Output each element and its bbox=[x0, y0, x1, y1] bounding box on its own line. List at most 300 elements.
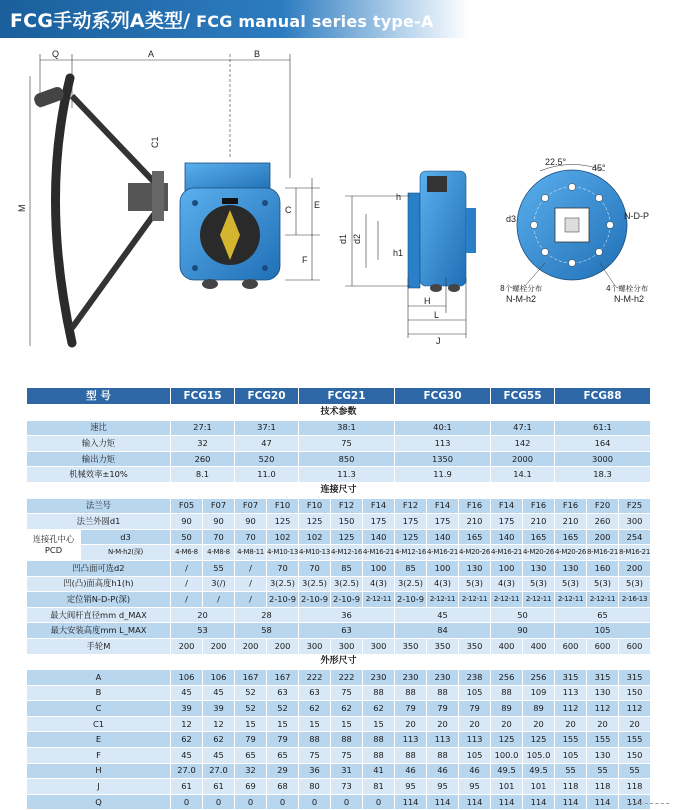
table-cell: F05 bbox=[171, 498, 203, 514]
table-cell: F10 bbox=[267, 498, 299, 514]
table-row bbox=[27, 545, 651, 561]
table-row bbox=[27, 405, 651, 421]
table-cell: 1350 bbox=[395, 451, 491, 467]
table-cell: 100.0 bbox=[491, 748, 523, 764]
label-d1: d1 bbox=[338, 233, 348, 244]
table-cell: 113 bbox=[427, 732, 459, 748]
table-cell: 165 bbox=[555, 529, 587, 545]
table-row bbox=[27, 576, 651, 592]
table-cell: 114 bbox=[427, 794, 459, 810]
table-cell: 73 bbox=[331, 779, 363, 795]
table-cell: 175 bbox=[395, 514, 427, 530]
table-cell: 68 bbox=[267, 779, 299, 795]
table-row bbox=[27, 467, 651, 483]
table-cell: 125 bbox=[523, 732, 555, 748]
technical-drawing bbox=[0, 38, 687, 383]
table-cell: 45 bbox=[171, 685, 203, 701]
table-cell: 118 bbox=[587, 779, 619, 795]
table-cell: 3(2.5) bbox=[395, 576, 427, 592]
table-cell: 113 bbox=[459, 732, 491, 748]
table-cell: 238 bbox=[459, 670, 491, 686]
row-label: 输出力矩 bbox=[27, 451, 171, 467]
table-cell: 20 bbox=[459, 716, 491, 732]
table-cell: 36 bbox=[299, 763, 331, 779]
table-cell: 105 bbox=[459, 748, 491, 764]
table-cell: 45 bbox=[203, 748, 235, 764]
table-row bbox=[27, 654, 651, 670]
table-cell: F10 bbox=[299, 498, 331, 514]
table-cell: 520 bbox=[235, 451, 299, 467]
table-cell: 155 bbox=[555, 732, 587, 748]
label-F: F bbox=[302, 255, 308, 265]
table-cell: 210 bbox=[459, 514, 491, 530]
table-cell: 18.3 bbox=[555, 467, 651, 483]
table-cell: 4-M10-13 bbox=[299, 545, 331, 561]
table-cell: 79 bbox=[235, 732, 267, 748]
table-cell: 118 bbox=[619, 779, 651, 795]
table-cell: 4-M10-13 bbox=[267, 545, 299, 561]
table-cell: 400 bbox=[523, 638, 555, 654]
table-cell: 210 bbox=[523, 514, 555, 530]
table-cell: 140 bbox=[427, 529, 459, 545]
header-model: FCG30 bbox=[395, 388, 491, 405]
table-cell: 53 bbox=[171, 623, 235, 639]
table-cell: 4(3) bbox=[427, 576, 459, 592]
table-cell: 850 bbox=[299, 451, 395, 467]
row-label: 输入力矩 bbox=[27, 436, 171, 452]
table-cell: 125 bbox=[267, 514, 299, 530]
table-cell: 256 bbox=[491, 670, 523, 686]
table-cell: 175 bbox=[427, 514, 459, 530]
table-cell: 70 bbox=[203, 529, 235, 545]
table-cell: 3000 bbox=[555, 451, 651, 467]
table-cell: 85 bbox=[331, 560, 363, 576]
table-cell: 105 bbox=[555, 623, 651, 639]
table-cell: 89 bbox=[491, 701, 523, 717]
table-cell: 4-M12-16 bbox=[395, 545, 427, 561]
table-cell: 100 bbox=[491, 560, 523, 576]
table-cell: 79 bbox=[459, 701, 491, 717]
table-cell: 155 bbox=[587, 732, 619, 748]
title-banner bbox=[0, 0, 470, 38]
pcd-label: 连接孔中心PCD bbox=[27, 529, 81, 560]
table-cell: 2-12-11 bbox=[491, 592, 523, 608]
table-cell: 62 bbox=[299, 701, 331, 717]
table-cell: 55 bbox=[203, 560, 235, 576]
table-row bbox=[27, 529, 651, 545]
table-cell: 3(2.5) bbox=[299, 576, 331, 592]
label-H: H bbox=[424, 296, 431, 306]
table-cell: 315 bbox=[619, 670, 651, 686]
table-cell: 222 bbox=[299, 670, 331, 686]
table-cell: 12 bbox=[171, 716, 203, 732]
label-J: J bbox=[436, 336, 441, 346]
table-cell: 2000 bbox=[491, 451, 555, 467]
table-cell: 102 bbox=[267, 529, 299, 545]
label-d2: d2 bbox=[352, 233, 362, 244]
table-cell: 70 bbox=[235, 529, 267, 545]
table-cell: 175 bbox=[491, 514, 523, 530]
side-view bbox=[338, 171, 476, 346]
table-row bbox=[27, 623, 651, 639]
row-label: N-M-h2(深) bbox=[81, 545, 171, 561]
table-cell: 230 bbox=[427, 670, 459, 686]
table-row bbox=[27, 763, 651, 779]
table-cell: 130 bbox=[587, 685, 619, 701]
spec-table bbox=[26, 387, 651, 810]
row-label: d3 bbox=[81, 529, 171, 545]
table-cell: 350 bbox=[395, 638, 427, 654]
table-cell: 15 bbox=[235, 716, 267, 732]
table-cell: 38:1 bbox=[299, 420, 395, 436]
label-Q: Q bbox=[52, 49, 60, 59]
table-cell: 5(3) bbox=[587, 576, 619, 592]
table-row bbox=[27, 420, 651, 436]
table-cell: 350 bbox=[427, 638, 459, 654]
table-cell: 130 bbox=[459, 560, 491, 576]
table-cell: 95 bbox=[395, 779, 427, 795]
table-cell: 2-10-9 bbox=[299, 592, 331, 608]
table-row bbox=[27, 436, 651, 452]
table-cell: 4-M16-21 bbox=[363, 545, 395, 561]
row-label: H bbox=[27, 763, 171, 779]
table-cell: 49.5 bbox=[523, 763, 555, 779]
table-cell: 114 bbox=[459, 794, 491, 810]
table-cell: 45 bbox=[395, 607, 491, 623]
table-cell: 79 bbox=[427, 701, 459, 717]
row-label: E bbox=[27, 732, 171, 748]
table-cell: 164 bbox=[555, 436, 651, 452]
table-cell: 260 bbox=[587, 514, 619, 530]
table-cell: 165 bbox=[523, 529, 555, 545]
table-cell: 125 bbox=[299, 514, 331, 530]
table-cell: 88 bbox=[299, 732, 331, 748]
row-label: 最大阀杆直径mm d_MAX bbox=[27, 607, 171, 623]
table-cell: 75 bbox=[331, 748, 363, 764]
table-cell: 101 bbox=[523, 779, 555, 795]
table-cell: / bbox=[171, 576, 203, 592]
table-cell: 600 bbox=[555, 638, 587, 654]
header-model: FCG20 bbox=[235, 388, 299, 405]
table-cell: 46 bbox=[459, 763, 491, 779]
table-cell: 81 bbox=[363, 779, 395, 795]
row-label: F bbox=[27, 748, 171, 764]
label-nmh2-right: N-M-h2 bbox=[614, 294, 645, 304]
table-cell: 5(3) bbox=[523, 576, 555, 592]
table-cell: / bbox=[171, 592, 203, 608]
table-cell: 350 bbox=[459, 638, 491, 654]
table-cell: 106 bbox=[203, 670, 235, 686]
table-cell: F25 bbox=[619, 498, 651, 514]
table-cell: 11.9 bbox=[395, 467, 491, 483]
table-cell: 2-12-11 bbox=[523, 592, 555, 608]
row-label: 凹(凸)面高度h1(h) bbox=[27, 576, 171, 592]
table-cell: 0 bbox=[235, 794, 267, 810]
table-cell: 112 bbox=[555, 701, 587, 717]
table-cell: 222 bbox=[331, 670, 363, 686]
label-h1: h1 bbox=[393, 248, 404, 258]
table-cell: 200 bbox=[235, 638, 267, 654]
row-label: 法兰外圆d1 bbox=[27, 514, 171, 530]
table-cell: 65 bbox=[267, 748, 299, 764]
table-cell: 63 bbox=[267, 685, 299, 701]
table-cell: 49.5 bbox=[491, 763, 523, 779]
table-cell: 20 bbox=[587, 716, 619, 732]
table-cell: 3(2.5) bbox=[331, 576, 363, 592]
table-cell: 63 bbox=[299, 623, 395, 639]
table-cell: 62 bbox=[203, 732, 235, 748]
table-cell: 27.0 bbox=[203, 763, 235, 779]
table-cell: 4-M12-16 bbox=[331, 545, 363, 561]
table-cell: 4-M16-21 bbox=[491, 545, 523, 561]
table-cell: 300 bbox=[619, 514, 651, 530]
table-cell: 4-M6-8 bbox=[171, 545, 203, 561]
table-cell: 4-M20-26 bbox=[523, 545, 555, 561]
table-cell: 160 bbox=[587, 560, 619, 576]
table-cell: 15 bbox=[363, 716, 395, 732]
table-cell: 55 bbox=[587, 763, 619, 779]
table-cell: 200 bbox=[171, 638, 203, 654]
table-cell: 11.3 bbox=[299, 467, 395, 483]
table-cell: 105 bbox=[459, 685, 491, 701]
table-cell: 400 bbox=[491, 638, 523, 654]
table-cell: 315 bbox=[555, 670, 587, 686]
table-cell: 109 bbox=[523, 685, 555, 701]
label-B: B bbox=[254, 49, 261, 59]
header-model: FCG88 bbox=[555, 388, 651, 405]
row-label: 法兰号 bbox=[27, 498, 171, 514]
row-label: B bbox=[27, 685, 171, 701]
table-cell: 210 bbox=[555, 514, 587, 530]
row-label: Q bbox=[27, 794, 171, 810]
table-cell: 2-12-11 bbox=[555, 592, 587, 608]
table-cell: 0 bbox=[299, 794, 331, 810]
table-cell: 61:1 bbox=[555, 420, 651, 436]
table-cell: 4-M20-26 bbox=[459, 545, 491, 561]
table-cell: 125 bbox=[331, 529, 363, 545]
table-cell: 62 bbox=[363, 701, 395, 717]
row-label: 定位销N-D-P(深) bbox=[27, 592, 171, 608]
table-cell: 20 bbox=[427, 716, 459, 732]
table-cell: F16 bbox=[523, 498, 555, 514]
label-h: h bbox=[396, 192, 402, 202]
table-cell: 28 bbox=[235, 607, 299, 623]
table-cell: 20 bbox=[395, 716, 427, 732]
table-cell: 90 bbox=[235, 514, 267, 530]
table-row bbox=[27, 388, 651, 405]
title-en: FCG manual series type-A bbox=[190, 12, 434, 31]
table-cell: 114 bbox=[555, 794, 587, 810]
table-cell: F20 bbox=[587, 498, 619, 514]
label-bolt8: 8个螺栓分布 bbox=[500, 284, 543, 293]
table-row bbox=[27, 560, 651, 576]
header-model: FCG55 bbox=[491, 388, 555, 405]
table-cell: 88 bbox=[363, 732, 395, 748]
table-cell: 125 bbox=[491, 732, 523, 748]
table-cell: 167 bbox=[235, 670, 267, 686]
table-cell: / bbox=[235, 592, 267, 608]
table-cell: 95 bbox=[459, 779, 491, 795]
table-cell: 130 bbox=[587, 748, 619, 764]
table-cell: 95 bbox=[427, 779, 459, 795]
row-label: A bbox=[27, 670, 171, 686]
table-cell: 32 bbox=[235, 763, 267, 779]
table-cell: 45 bbox=[171, 748, 203, 764]
table-cell: 4-M8-8 bbox=[203, 545, 235, 561]
table-cell: 2-16-13 bbox=[619, 592, 651, 608]
label-M: M bbox=[17, 204, 27, 212]
table-cell: 150 bbox=[619, 685, 651, 701]
table-cell: 75 bbox=[299, 748, 331, 764]
table-cell: 63 bbox=[299, 685, 331, 701]
table-cell: 88 bbox=[363, 748, 395, 764]
header-model: FCG15 bbox=[171, 388, 235, 405]
table-cell: 100 bbox=[363, 560, 395, 576]
table-cell: 37:1 bbox=[235, 420, 299, 436]
table-cell: 41 bbox=[363, 763, 395, 779]
header-model: FCG21 bbox=[299, 388, 395, 405]
table-cell: 88 bbox=[427, 748, 459, 764]
label-angle-45: 45° bbox=[592, 163, 606, 173]
table-cell: F16 bbox=[459, 498, 491, 514]
table-cell: 70 bbox=[267, 560, 299, 576]
table-cell: 14.1 bbox=[491, 467, 555, 483]
table-cell: F07 bbox=[235, 498, 267, 514]
table-cell: 2-10-9 bbox=[267, 592, 299, 608]
table-cell: 75 bbox=[331, 685, 363, 701]
table-cell: 65 bbox=[555, 607, 651, 623]
table-cell: 230 bbox=[395, 670, 427, 686]
table-cell: 90 bbox=[491, 623, 555, 639]
table-cell: 260 bbox=[171, 451, 235, 467]
table-cell: 114 bbox=[491, 794, 523, 810]
table-cell: 165 bbox=[459, 529, 491, 545]
section-title: 外形尺寸 bbox=[27, 654, 651, 670]
table-cell: 90 bbox=[171, 514, 203, 530]
table-row bbox=[27, 685, 651, 701]
table-cell: 31 bbox=[331, 763, 363, 779]
table-row bbox=[27, 498, 651, 514]
table-cell: 27:1 bbox=[171, 420, 235, 436]
table-cell: 70 bbox=[299, 560, 331, 576]
table-cell: 5(3) bbox=[459, 576, 491, 592]
table-cell: / bbox=[171, 560, 203, 576]
table-cell: 79 bbox=[267, 732, 299, 748]
table-cell: 300 bbox=[299, 638, 331, 654]
table-cell: 47:1 bbox=[491, 420, 555, 436]
table-cell: 114 bbox=[587, 794, 619, 810]
table-cell: 88 bbox=[491, 685, 523, 701]
table-cell: 15 bbox=[267, 716, 299, 732]
table-cell: 106 bbox=[171, 670, 203, 686]
table-cell: 105.0 bbox=[523, 748, 555, 764]
table-cell: 256 bbox=[523, 670, 555, 686]
table-cell: 8-M16-21 bbox=[587, 545, 619, 561]
table-cell: 46 bbox=[427, 763, 459, 779]
table-cell: 50 bbox=[171, 529, 203, 545]
label-E: E bbox=[314, 200, 321, 210]
table-cell: 230 bbox=[363, 670, 395, 686]
table-cell: 112 bbox=[619, 701, 651, 717]
table-cell: 88 bbox=[331, 732, 363, 748]
table-cell: F14 bbox=[363, 498, 395, 514]
table-cell: 39 bbox=[203, 701, 235, 717]
table-cell: 114 bbox=[523, 794, 555, 810]
label-bolt4: 4个螺栓分布 bbox=[606, 284, 649, 293]
table-cell: 600 bbox=[619, 638, 651, 654]
table-row bbox=[27, 732, 651, 748]
table-row bbox=[27, 607, 651, 623]
table-cell: 27.0 bbox=[171, 763, 203, 779]
table-cell: 89 bbox=[523, 701, 555, 717]
table-cell: 0 bbox=[267, 794, 299, 810]
table-cell: 4(3) bbox=[363, 576, 395, 592]
table-cell: 150 bbox=[331, 514, 363, 530]
label-C: C bbox=[285, 205, 292, 215]
table-cell: 20 bbox=[619, 716, 651, 732]
table-cell: 55 bbox=[619, 763, 651, 779]
table-row bbox=[27, 514, 651, 530]
label-d3: d3 bbox=[506, 214, 517, 224]
table-cell: F07 bbox=[203, 498, 235, 514]
table-cell: 4-M16-21 bbox=[427, 545, 459, 561]
table-row bbox=[27, 670, 651, 686]
section-title: 连接尺寸 bbox=[27, 482, 651, 498]
table-cell: 0 bbox=[203, 794, 235, 810]
table-cell: 102 bbox=[299, 529, 331, 545]
table-cell: 62 bbox=[331, 701, 363, 717]
table-cell: 200 bbox=[203, 638, 235, 654]
table-cell: 50 bbox=[491, 607, 555, 623]
table-cell: 200 bbox=[587, 529, 619, 545]
table-cell: 20 bbox=[171, 607, 235, 623]
label-C1: C1 bbox=[150, 136, 160, 148]
table-cell: F12 bbox=[395, 498, 427, 514]
table-row bbox=[27, 451, 651, 467]
table-cell: 155 bbox=[619, 732, 651, 748]
table-cell: 3(/) bbox=[203, 576, 235, 592]
table-cell: 4-M8-11 bbox=[235, 545, 267, 561]
label-nmh2-left: N-M-h2 bbox=[506, 294, 537, 304]
table-cell: 46 bbox=[395, 763, 427, 779]
table-cell: 130 bbox=[555, 560, 587, 576]
table-cell: 8-M16-21 bbox=[619, 545, 651, 561]
table-cell: 4(3) bbox=[491, 576, 523, 592]
table-cell: 52 bbox=[235, 685, 267, 701]
table-cell: 36 bbox=[299, 607, 395, 623]
table-cell: / bbox=[235, 560, 267, 576]
table-cell: 20 bbox=[523, 716, 555, 732]
table-cell: 47 bbox=[235, 436, 299, 452]
table-cell: 79 bbox=[395, 701, 427, 717]
table-cell: / bbox=[235, 576, 267, 592]
table-cell: F16 bbox=[555, 498, 587, 514]
table-cell: 45 bbox=[203, 685, 235, 701]
table-cell: 11.0 bbox=[235, 467, 299, 483]
header-label: 型 号 bbox=[27, 388, 171, 405]
table-cell: 101 bbox=[491, 779, 523, 795]
table-row bbox=[27, 482, 651, 498]
table-row bbox=[27, 716, 651, 732]
table-cell: 90 bbox=[203, 514, 235, 530]
table-cell: 2-12-11 bbox=[459, 592, 491, 608]
table-cell: 58 bbox=[235, 623, 299, 639]
label-L: L bbox=[434, 310, 440, 320]
table-cell: 142 bbox=[491, 436, 555, 452]
table-cell: 40:1 bbox=[395, 420, 491, 436]
table-cell: 2-12-11 bbox=[427, 592, 459, 608]
table-row bbox=[27, 592, 651, 608]
